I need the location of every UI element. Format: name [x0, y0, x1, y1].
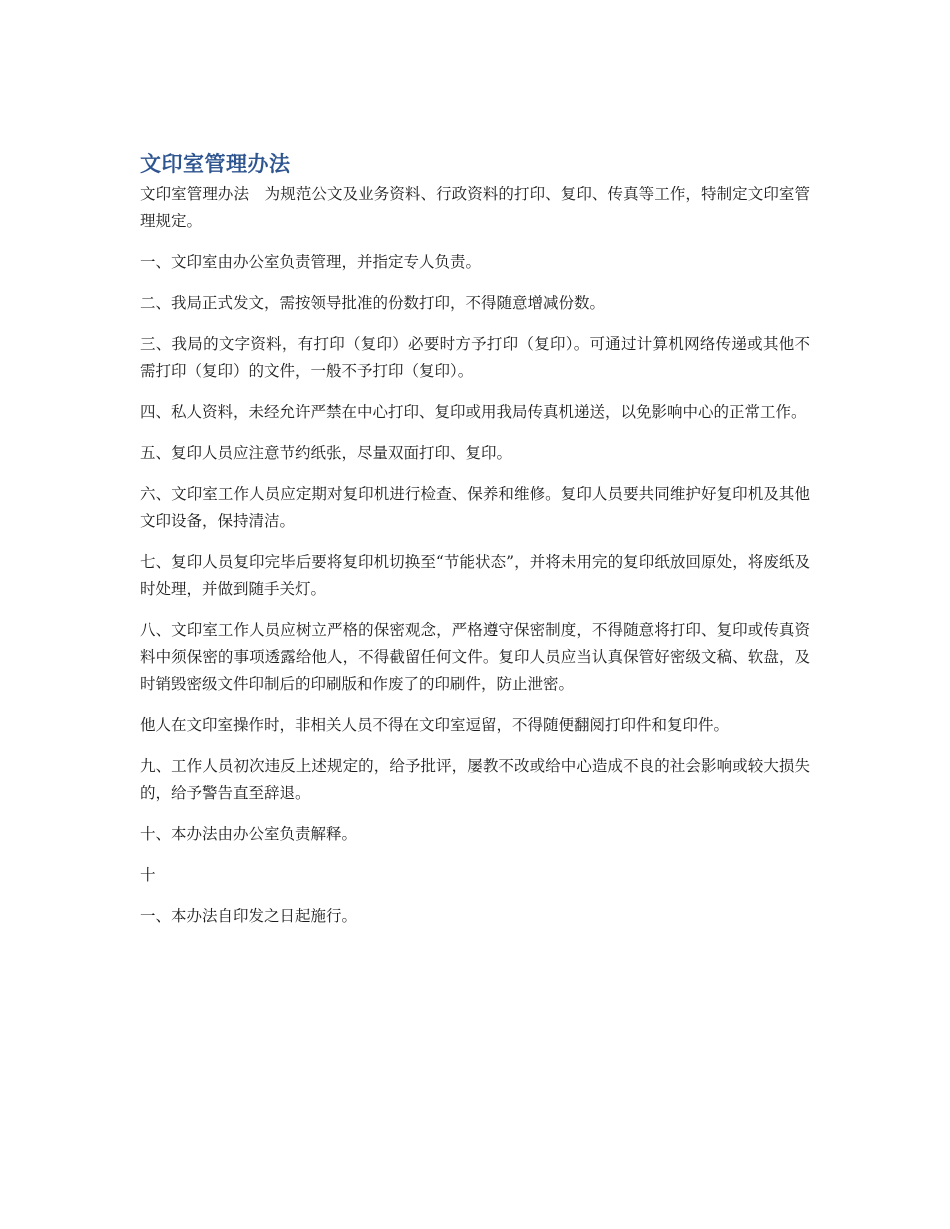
article-8-paragraph: 八、文印室工作人员应树立严格的保密观念，严格遵守保密制度，不得随意将打印、复印或传真资料中须保密的事项透露给他人，不得截留任何文件。复印人员应当认真保管好密级文稿、软盘，及时销毁密级文件印制后的印刷版和作废了的印刷件，防止泄密。 [140, 621, 810, 693]
article-4-paragraph: 四、私人资料，未经允许严禁在中心打印、复印或用我局传真机递送，以免影响中心的正常工作。 [140, 403, 807, 421]
article-3-paragraph: 三、我局的文字资料，有打印（复印）必要时方予打印（复印）。可通过计算机网络传递或其他不需打印（复印）的文件，一般不予打印（复印）。 [140, 335, 810, 380]
article-7-paragraph: 七、复印人员复印完毕后要将复印机切换至“节能状态”，并将未用完的复印纸放回原处，将废纸及时处理，并做到随手关灯。 [140, 553, 810, 598]
article-6-paragraph: 六、文印室工作人员应定期对复印机进行检查、保养和维修。复印人员要共同维护好复印机及其他文印设备，保持清洁。 [140, 485, 810, 530]
document-title: 文印室管理办法 [140, 152, 291, 176]
article-2-paragraph: 二、我局正式发文，需按领导批准的份数打印，不得随意增减份数。 [140, 294, 606, 312]
article-5-paragraph: 五、复印人员应注意节约纸张，尽量双面打印、复印。 [140, 444, 513, 462]
article-11-paragraph: 一、本办法自印发之日起施行。 [140, 907, 358, 925]
document-body [140, 148, 810, 944]
supplementary-paragraph: 他人在文印室操作时，非相关人员不得在文印室逗留，不得随便翻阅打印件和复印件。 [140, 716, 730, 734]
intro-paragraph: 文印室管理办法 为规范公文及业务资料、行政资料的打印、复印、传真等工作，特制定文印室管理规定。 [140, 185, 810, 230]
article-9-paragraph: 九、工作人员初次违反上述规定的，给予批评，屡教不改或给中心造成不良的社会影响或较大损失的，给予警告直至辞退。 [140, 757, 810, 802]
article-11-heading-fragment: 十 [140, 866, 156, 884]
article-10-paragraph: 十、本办法由办公室负责解释。 [140, 825, 358, 843]
article-1-paragraph: 一、文印室由办公室负责管理，并指定专人负责。 [140, 253, 482, 271]
